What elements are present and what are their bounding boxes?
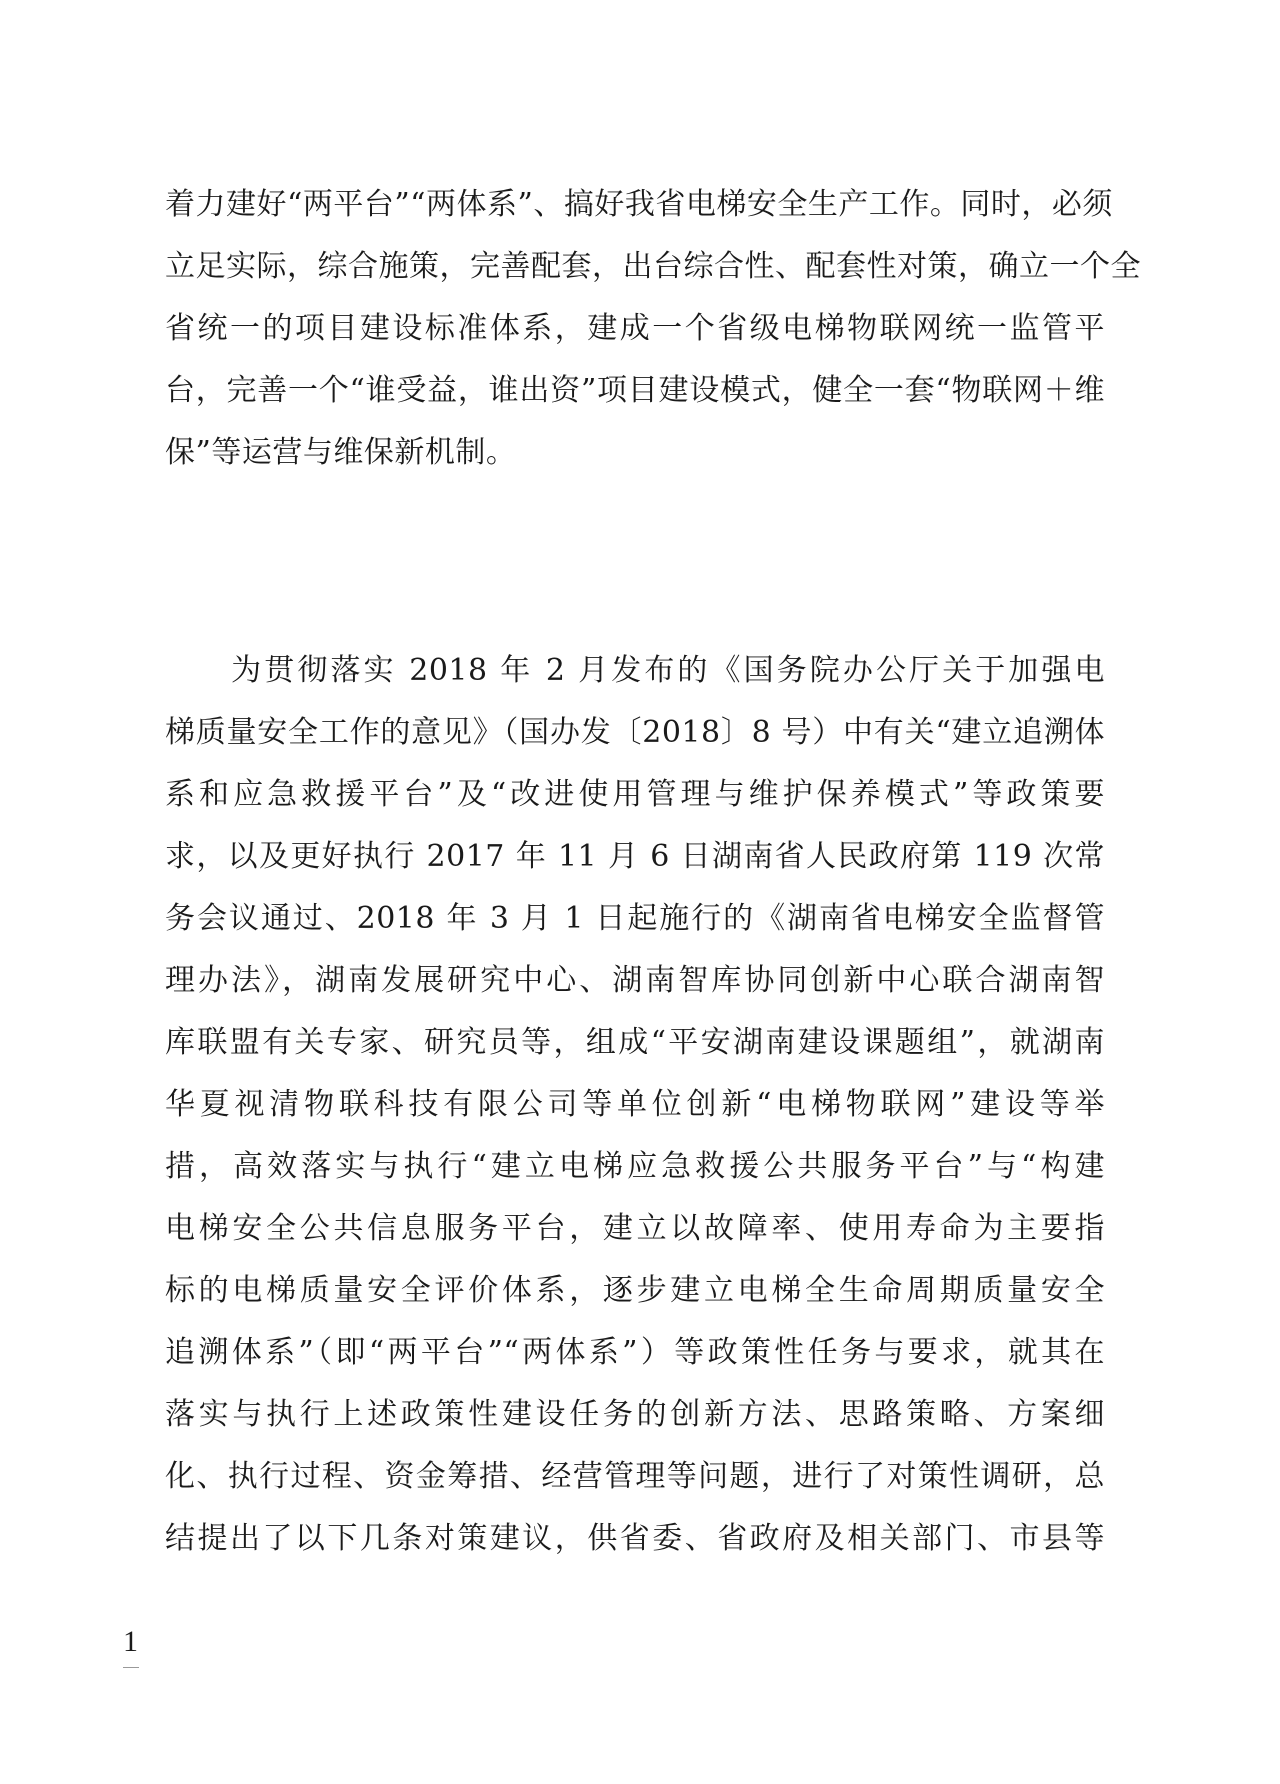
text-line: 追溯体系”（即“两平台”“两体系”）等政策性任务与要求，就其在 — [165, 1335, 1105, 1370]
text-line: 化、执行过程、资金筹措、经营管理等问题，进行了对策性调研，总 — [165, 1459, 1105, 1494]
text-line: 务会议通过、2018 年 3 月 1 日起施行的《湖南省电梯安全监督管 — [165, 901, 1105, 936]
text-line: 立足实际，综合施策，完善配套，出台综合性、配套性对策，确立一个全 — [165, 249, 1141, 284]
text-line: 标的电梯质量安全评价体系，逐步建立电梯全生命周期质量安全 — [165, 1273, 1105, 1308]
text-line: 台，完善一个“谁受益，谁出资”项目建设模式，健全一套“物联网＋维 — [165, 373, 1105, 408]
text-line: 系和应急救援平台”及“改进使用管理与维护保养模式”等政策要 — [165, 777, 1105, 812]
text-line: 措，高效落实与执行“建立电梯应急救援公共服务平台”与“构建 — [165, 1149, 1105, 1184]
text-line: 电梯安全公共信息服务平台，建立以故障率、使用寿命为主要指 — [165, 1211, 1105, 1246]
paragraph-summary — [165, 174, 1141, 484]
text-line: 保”等运营与维保新机制。 — [165, 435, 517, 470]
text-line: 理办法》，湖南发展研究中心、湖南智库协同创新中心联合湖南智 — [165, 963, 1105, 998]
text-line: 求，以及更好执行 2017 年 11 月 6 日湖南省人民政府第 119 次常 — [165, 839, 1105, 874]
paragraph-background — [165, 640, 1105, 1570]
text-line: 落实与执行上述政策性建设任务的创新方法、思路策略、方案细 — [165, 1397, 1105, 1432]
text-line: 华夏视清物联科技有限公司等单位创新“电梯物联网”建设等举 — [165, 1087, 1105, 1122]
text-line: 为贯彻落实 2018 年 2 月发布的《国务院办公厅关于加强电 — [165, 653, 1105, 688]
text-line: 梯质量安全工作的意见》（国办发〔2018〕8 号）中有关“建立追溯体 — [165, 715, 1105, 750]
text-line: 着力建好“两平台”“两体系”、搞好我省电梯安全生产工作。同时，必须 — [165, 187, 1113, 222]
page-number-underline — [123, 1667, 139, 1668]
text-line: 省统一的项目建设标准体系，建成一个省级电梯物联网统一监管平 — [165, 311, 1105, 346]
text-line: 结提出了以下几条对策建议，供省委、省政府及相关部门、市县等 — [165, 1521, 1105, 1556]
page-number: 1 — [123, 1625, 138, 1658]
text-line: 库联盟有关专家、研究员等，组成“平安湖南建设课题组”，就湖南 — [165, 1025, 1105, 1060]
